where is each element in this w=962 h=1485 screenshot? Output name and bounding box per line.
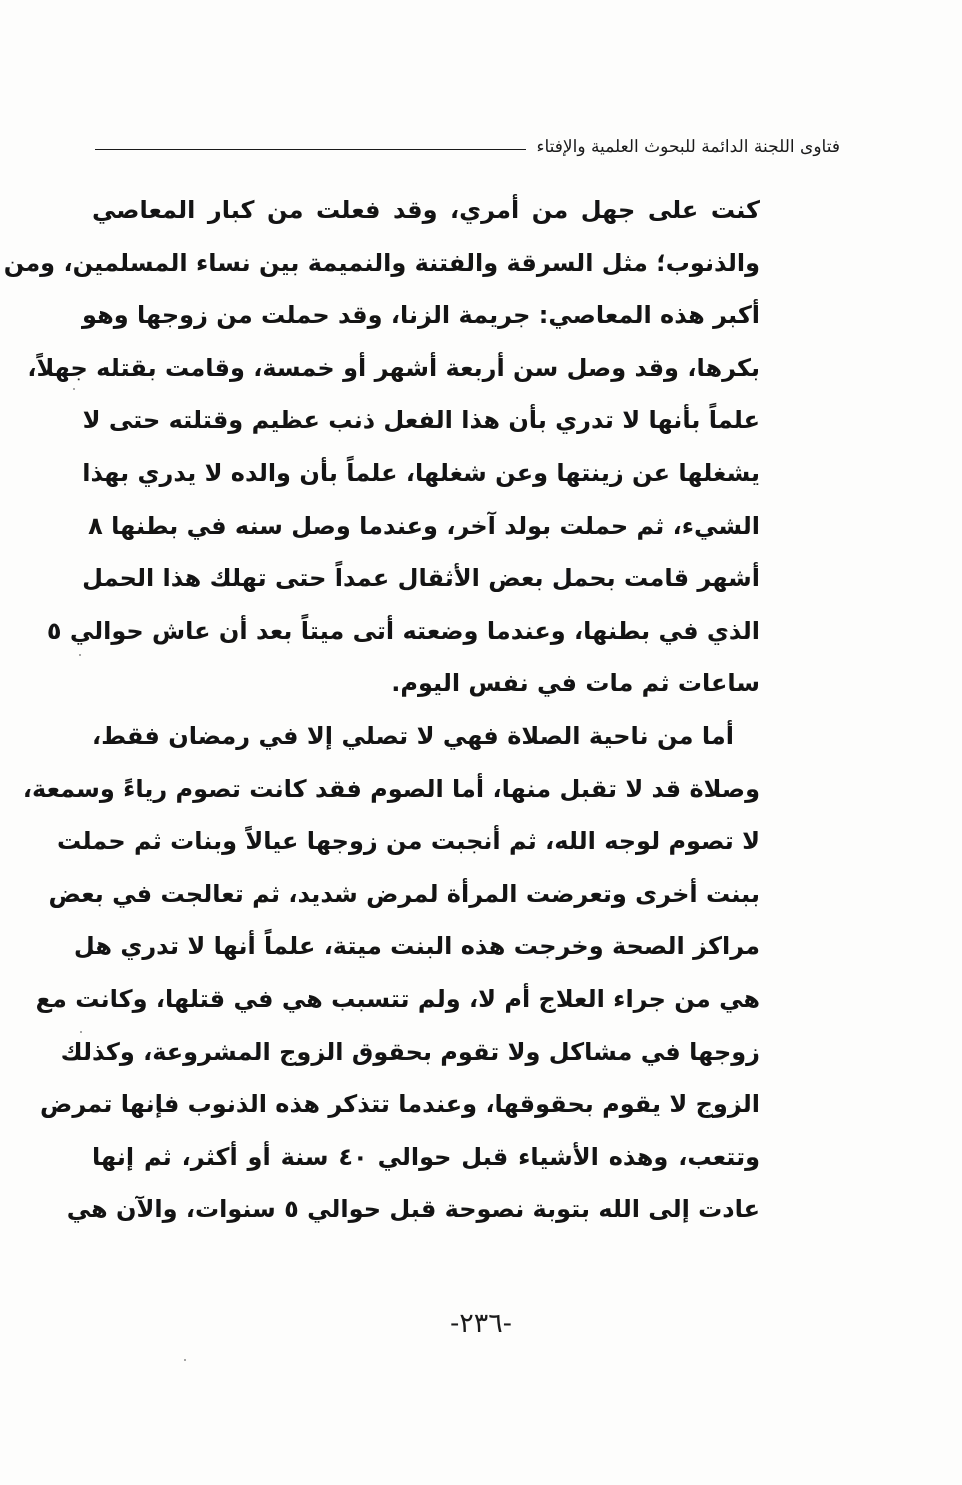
text-line: يشغلها عن زينتها وعن شغلها، علماً بأن والده لا يدري بهذا [82,458,760,487]
text-line: الزوج لا يقوم بحقوقها، وعندما تتذكر هذه الذنوب فإنها تمرض [40,1090,760,1119]
scan-speck [73,388,75,390]
text-line: مراكز الصحة وخرجت هذه البنت ميتة، علماً أنها لا تدري هل [73,932,760,961]
scan-speck [79,654,81,656]
text-line: زوجها في مشاكل ولا تقوم بحقوق الزوج المشروعة، وكذلك [60,1037,760,1066]
text-line: ببنت أخرى وتعرضت المرأة لمرض شديد، ثم تعالجت في بعض [48,879,760,908]
body-text [3,184,761,1236]
scan-speck [184,1359,186,1361]
text-line: أشهر قامت بحمل بعض الأثقال عمداً حتى تهلك هذا الحمل [82,564,760,593]
text-line: أكبر هذه المعاصي: جريمة الزنا، وقد حملت من زوجها وهو [82,301,760,330]
header-rule [95,149,526,150]
text-line: كنت على جهل من أمري، وقد فعلت من كبار المعاصي [92,196,760,224]
page-number: -٢٣٦- [450,1308,512,1339]
text-line: بكرها، وقد وصل سن أربعة أشهر أو خمسة، وقامت بقتله جهلاً، [27,353,760,382]
text-line: هي من جراء العلاج أم لا، ولم تتسبب هي في قتلها، وكانت مع [35,984,760,1013]
text-line: عادت إلى الله بتوبة نصوحة قبل حوالي ٥ سنوات، والآن هي [66,1195,760,1224]
text-line: وصلاة قد لا تقبل منها، أما الصوم فقد كانت تصوم رياءً وسمعة، [22,774,760,803]
text-line: الشيء، ثم حملت بولد آخر، وعندما وصل سنه في بطنها ٨ [88,511,760,540]
scan-speck [80,1031,82,1033]
paragraph-1 [3,184,760,710]
text-line: أما من ناحية الصلاة فهي لا تصلي إلا في رمضان فقط، [92,721,734,750]
text-line: ساعات ثم مات في نفس اليوم. [391,669,760,698]
text-line: الذي في بطنها، وعندما وضعته أتى ميتاً بعد أن عاش حوالي ٥ [46,616,760,645]
text-line: وتتعب، وهذه الأشياء قبل حوالي ٤٠ سنة أو أكثر، ثم إنها [92,1142,761,1171]
running-header-title: فتاوى اللجنة الدائمة للبحوث العلمية والإفتاء [536,137,840,157]
text-line: والذنوب؛ مثل السرقة والفتنة والنميمة بين نساء المسلمين، ومن [3,248,760,277]
text-line: لا تصوم لوجه الله، ثم أنجبت من زوجها عيالاً وبنات ثم حملت [57,827,760,856]
text-line: علماً بأنها لا تدري بأن هذا الفعل ذنب عظيم وقتلته حتى لا [82,406,760,435]
paragraph-2 [22,710,761,1236]
running-header [95,128,840,162]
